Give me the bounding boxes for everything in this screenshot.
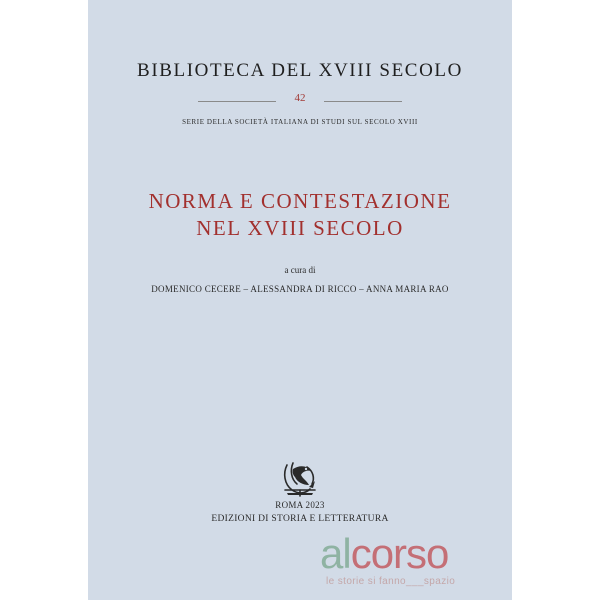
editors-list: DOMENICO CECERE – ALESSANDRA DI RICCO – ANNA MARIA RAO	[151, 284, 449, 294]
publication-place-year: ROMA 2023	[275, 500, 325, 510]
book-cover	[88, 0, 512, 600]
alcorso-watermark	[320, 532, 485, 592]
divider-right	[324, 101, 402, 102]
book-title-line-2: NEL XVIII SECOLO	[196, 216, 404, 240]
publisher-name: EDIZIONI DI STORIA E LETTERATURA	[211, 514, 389, 524]
book-title-line-1: NORMA E CONTESTAZIONE	[148, 189, 452, 213]
curated-by-label: a cura di	[284, 265, 316, 275]
series-subtitle: SERIE DELLA SOCIETÀ ITALIANA DI STUDI SUL SECOLO XVIII	[182, 118, 418, 126]
series-number: 42	[294, 92, 306, 104]
watermark-logo-part-al: al	[320, 530, 351, 577]
watermark-logo-part-corso: corso	[350, 530, 449, 577]
book-title	[88, 188, 512, 242]
watermark-logo	[320, 532, 448, 576]
dolphin-anchor-emblem-icon	[279, 457, 321, 499]
series-title: BIBLIOTECA DEL XVIII SECOLO	[137, 60, 463, 81]
watermark-tagline: le storie si fanno___spazio	[326, 576, 456, 587]
